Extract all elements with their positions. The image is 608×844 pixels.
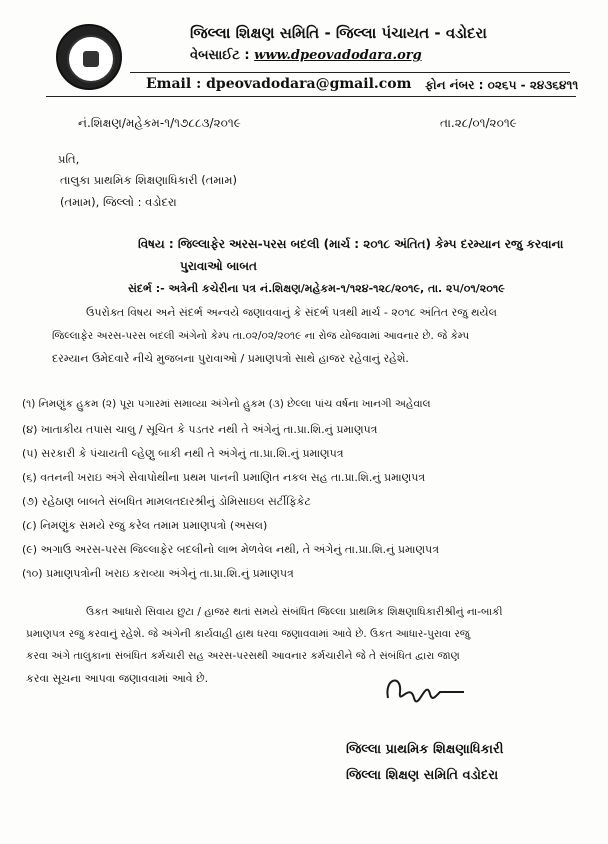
subject-line2: પુરાવાઓ બાબત	[180, 259, 257, 273]
reference-number: નં.શિક્ષણ/મહેકમ-૧/૧૭૮૮૩/૨૦૧૯	[78, 116, 241, 130]
list-item: (૧૦) પ્રમાણપત્રોની ખરાઇ કરાવ્યા અંગેનું તા.પ્રા.શિ.નું પ્રમાણપત્ર	[22, 567, 294, 580]
closing-line3: કરવા અંગે તાલુકાના સંબંધિત કર્મચારી સહ અરસ-પરસથી આવનાર કર્મચારીને જે તે સંબંધિત દ્વારા જાણ	[26, 650, 460, 662]
header-website	[190, 48, 422, 63]
list-item: (૮) નિમણુંક સમયે રજુ કરેલ તમામ પ્રમાણપત્રો (અસલ)	[22, 519, 268, 532]
website-link[interactable]: www.dpeovadodara.org	[254, 48, 422, 63]
body-line2: જિલ્લાફેર અરસ-પરસ બદલી અંગેનો કેમ્પ તા.૦૨/૦૨/૨૦૧૯ ના રોજ યોજવામાં આવનાર છે. જે કેમ્પ	[52, 330, 470, 342]
handwritten-signature-icon	[380, 668, 470, 718]
to-recipient: તાલુકા પ્રાથમિક શિક્ષણાધિકારી (તમામ)	[60, 173, 237, 187]
header-phone: ફોન નંબર : ૦૨૬૫ - ૨૪૩૬૪૧૧	[425, 78, 579, 92]
list-item: (૧) નિમણુંક હુકમ (૨) પૂરા પગારમાં સમાવ્યા અંગેનો હુકમ (૩) છેલ્લા પાંચ વર્ષના ખાનગી અહેવાલ	[22, 398, 431, 410]
to-district: (તમામ), જિલ્લો : વડોદરા	[60, 195, 177, 209]
header-rule	[130, 72, 570, 73]
closing-line2: પ્રમાણપત્ર રજુ કરવાનું રહેશે. જે અંગેની કાર્યવાહી હાથ ધરવા જણાવવામાં આવે છે. ઉકત આધાર-પુરાવા રજુ	[26, 628, 470, 640]
list-item: (૬) વતનની ખરાઇ અંગે સેવાપોથીના પ્રથમ પાનની પ્રમાણિત નકલ સહ તા.પ્રા.શિ.નું પ્રમાણપત્ર	[22, 471, 426, 484]
list-item: (૪) ખાતાકીય તપાસ ચાલુ / સૂચિત કે પડતર નથી તે અંગેનું તા.પ્રા.શિ.નું પ્રમાણપત્ર	[22, 423, 378, 436]
closing-line4: કરવા સૂચના આપવા જણાવવામાં આવે છે.	[26, 672, 209, 685]
list-item: (૫) સરકારી કે પંચાયતી લ્હેણુ બાકી નથી તે અંગેનું તા.પ્રા.શિ.નું પ્રમાણપત્ર	[22, 447, 344, 460]
letter-date: તા.૨૮/૦૧/૨૦૧૯	[440, 116, 517, 130]
header-title: જિલ્લા શિક્ષણ સમિતિ - જિલ્લા પંચાયત - વડોદરા	[190, 24, 487, 42]
header-email	[146, 76, 411, 92]
closing-line1: ઉકત આધારો સિવાય છુટા / હાજર થતાં સમયે સંબંધિત જિલ્લા પ્રાથમિક શિક્ષણાધિકારીશ્રીનું ના-બાકી	[86, 606, 503, 618]
website-label: વેબસાઈટ :	[190, 48, 250, 63]
email-label: Email :	[146, 76, 202, 92]
body-line3: દરમ્યાન ઉમેદવારે નીચે મુજબના પુરાવાઓ / પ્રમાણપત્રો સાથે હાજર રહેવાનું રહેશે.	[52, 352, 409, 365]
subject-reference: સંદર્ભ :- અત્રેની કચેરીના પત્ર નં.શિક્ષણ/મહેકમ-૧/૧૨૪-૧૨૮/૨૦૧૯, તા. ૨૫/૦૧/૨૦૧૯	[128, 282, 505, 295]
subject-line1: વિષય : જિલ્લાફેર અરસ-પરસ બદલી (માર્ચ : ૨૦૧૮ અંતિત) કેમ્પ દરમ્યાન રજુ કરવાના	[138, 237, 564, 251]
signatory-title: જિલ્લા પ્રાથમિક શિક્ષણાધિકારી	[346, 742, 504, 757]
to-salutation: પ્રતિ,	[58, 152, 80, 166]
samiti-logo-icon	[56, 24, 122, 90]
email-link[interactable]: dpeovadodara@gmail.com	[206, 76, 412, 92]
header-bottom-rule	[46, 96, 576, 97]
list-item: (૯) અગાઉ અરસ-પરસ જિલ્લાફેર બદલીનો લાભ મેળવેલ નથી, તે અંગેનું તા.પ્રા.શિ.નું પ્રમાણપત્ર	[22, 543, 439, 556]
list-item: (૭) રહેઠાણ બાબતે સંબધિત મામલતદારશ્રીનું ડોમિસાઇલ સર્ટીફિકેટ	[22, 495, 311, 508]
body-line1: ઉપરોક્ત વિષય અને સંદર્ભ અન્વયે જણાવવાનું કે સંદર્ભ પત્રથી માર્ચ - ૨૦૧૮ અંતિત રજુ થયેલ	[86, 306, 497, 319]
signatory-office: જિલ્લા શિક્ષણ સમિતિ વડોદરા	[346, 768, 499, 783]
